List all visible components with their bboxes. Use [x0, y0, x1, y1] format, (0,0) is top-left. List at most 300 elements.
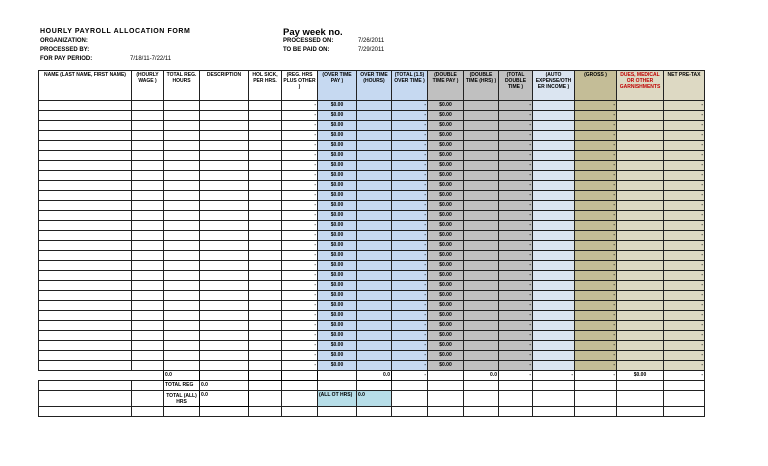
- cell-total-double-time[interactable]: -: [499, 151, 533, 161]
- cell-name[interactable]: [39, 101, 132, 111]
- cell-overtime-pay[interactable]: $0.00: [318, 161, 357, 171]
- cell-hol-sick[interactable]: [249, 101, 282, 111]
- cell-hol-sick[interactable]: [249, 331, 282, 341]
- cell-total-double-time[interactable]: -: [499, 191, 533, 201]
- cell-auto-expense[interactable]: [533, 321, 575, 331]
- cell-auto-expense[interactable]: [533, 341, 575, 351]
- cell-auto-expense[interactable]: [533, 241, 575, 251]
- cell-hol-sick[interactable]: [249, 351, 282, 361]
- cell-overtime-hours[interactable]: [357, 101, 392, 111]
- cell-reg-plus-other[interactable]: -: [282, 351, 318, 361]
- cell-double-time-pay[interactable]: $0.00: [428, 231, 464, 241]
- cell-double-time-hours[interactable]: [464, 141, 499, 151]
- cell-hourly-wage[interactable]: [132, 251, 164, 261]
- cell-name[interactable]: [39, 201, 132, 211]
- cell-hourly-wage[interactable]: [132, 321, 164, 331]
- cell-hourly-wage[interactable]: [132, 211, 164, 221]
- cell-reg-plus-other[interactable]: -: [282, 221, 318, 231]
- cell-total-double-time[interactable]: -: [499, 131, 533, 141]
- cell-double-time-pay[interactable]: $0.00: [428, 251, 464, 261]
- cell-double-time-hours[interactable]: [464, 241, 499, 251]
- cell-name[interactable]: [39, 331, 132, 341]
- cell-gross[interactable]: -: [575, 151, 617, 161]
- cell-double-time-hours[interactable]: [464, 321, 499, 331]
- cell-description[interactable]: [200, 171, 249, 181]
- cell-reg-plus-other[interactable]: -: [282, 121, 318, 131]
- cell-name[interactable]: [39, 341, 132, 351]
- cell-double-time-hours[interactable]: [464, 351, 499, 361]
- cell-total-double-time[interactable]: -: [499, 101, 533, 111]
- cell-description[interactable]: [200, 311, 249, 321]
- cell-total-overtime[interactable]: -: [392, 121, 428, 131]
- cell-hourly-wage[interactable]: [132, 161, 164, 171]
- cell-total-reg-hours[interactable]: [164, 141, 200, 151]
- cell-total-double-time[interactable]: -: [499, 161, 533, 171]
- cell-gross[interactable]: -: [575, 141, 617, 151]
- cell-double-time-pay[interactable]: $0.00: [428, 151, 464, 161]
- cell-gross[interactable]: -: [575, 271, 617, 281]
- cell-overtime-pay[interactable]: $0.00: [318, 361, 357, 371]
- cell-overtime-hours[interactable]: [357, 301, 392, 311]
- cell-dues[interactable]: [617, 241, 664, 251]
- cell-reg-plus-other[interactable]: -: [282, 151, 318, 161]
- cell-overtime-pay[interactable]: $0.00: [318, 261, 357, 271]
- cell-overtime-hours[interactable]: [357, 111, 392, 121]
- cell-total-reg-hours[interactable]: [164, 131, 200, 141]
- cell-gross[interactable]: -: [575, 171, 617, 181]
- cell-reg-plus-other[interactable]: -: [282, 191, 318, 201]
- cell-total-overtime[interactable]: -: [392, 141, 428, 151]
- cell-net-pretax[interactable]: -: [664, 101, 705, 111]
- cell-total-reg-hours[interactable]: [164, 261, 200, 271]
- cell-net-pretax[interactable]: -: [664, 161, 705, 171]
- cell-gross[interactable]: -: [575, 181, 617, 191]
- cell-total-reg-hours[interactable]: [164, 221, 200, 231]
- cell-reg-plus-other[interactable]: -: [282, 111, 318, 121]
- cell-name[interactable]: [39, 271, 132, 281]
- cell-total-overtime[interactable]: -: [392, 131, 428, 141]
- cell-total-double-time[interactable]: -: [499, 301, 533, 311]
- cell-double-time-pay[interactable]: $0.00: [428, 171, 464, 181]
- cell-hol-sick[interactable]: [249, 141, 282, 151]
- cell-total-reg-hours[interactable]: [164, 331, 200, 341]
- cell-double-time-hours[interactable]: [464, 301, 499, 311]
- cell-overtime-hours[interactable]: [357, 131, 392, 141]
- cell-auto-expense[interactable]: [533, 141, 575, 151]
- cell-total-overtime[interactable]: -: [392, 101, 428, 111]
- cell-overtime-hours[interactable]: [357, 261, 392, 271]
- cell-description[interactable]: [200, 231, 249, 241]
- cell-double-time-hours[interactable]: [464, 201, 499, 211]
- cell-auto-expense[interactable]: [533, 111, 575, 121]
- cell-double-time-pay[interactable]: $0.00: [428, 191, 464, 201]
- cell-auto-expense[interactable]: [533, 351, 575, 361]
- cell-dues[interactable]: [617, 161, 664, 171]
- cell-double-time-pay[interactable]: $0.00: [428, 111, 464, 121]
- cell-description[interactable]: [200, 271, 249, 281]
- cell-hourly-wage[interactable]: [132, 231, 164, 241]
- cell-double-time-hours[interactable]: [464, 181, 499, 191]
- cell-total-double-time[interactable]: -: [499, 251, 533, 261]
- cell-dues[interactable]: [617, 341, 664, 351]
- cell-overtime-hours[interactable]: [357, 241, 392, 251]
- cell-overtime-pay[interactable]: $0.00: [318, 241, 357, 251]
- cell-overtime-hours[interactable]: [357, 171, 392, 181]
- cell-hourly-wage[interactable]: [132, 191, 164, 201]
- cell-double-time-hours[interactable]: [464, 281, 499, 291]
- cell-total-reg-hours[interactable]: [164, 201, 200, 211]
- cell-hol-sick[interactable]: [249, 131, 282, 141]
- cell-gross[interactable]: -: [575, 131, 617, 141]
- cell-reg-plus-other[interactable]: -: [282, 231, 318, 241]
- cell-double-time-pay[interactable]: $0.00: [428, 361, 464, 371]
- cell-dues[interactable]: [617, 131, 664, 141]
- cell-name[interactable]: [39, 181, 132, 191]
- cell-net-pretax[interactable]: -: [664, 361, 705, 371]
- cell-overtime-pay[interactable]: $0.00: [318, 111, 357, 121]
- cell-total-double-time[interactable]: -: [499, 261, 533, 271]
- cell-name[interactable]: [39, 301, 132, 311]
- cell-total-overtime[interactable]: -: [392, 211, 428, 221]
- cell-hol-sick[interactable]: [249, 251, 282, 261]
- cell-double-time-hours[interactable]: [464, 231, 499, 241]
- cell-hourly-wage[interactable]: [132, 221, 164, 231]
- cell-dues[interactable]: [617, 271, 664, 281]
- cell-gross[interactable]: -: [575, 291, 617, 301]
- cell-net-pretax[interactable]: -: [664, 351, 705, 361]
- cell-net-pretax[interactable]: -: [664, 301, 705, 311]
- cell-double-time-hours[interactable]: [464, 111, 499, 121]
- cell-gross[interactable]: -: [575, 121, 617, 131]
- cell-name[interactable]: [39, 311, 132, 321]
- cell-gross[interactable]: -: [575, 211, 617, 221]
- cell-hol-sick[interactable]: [249, 291, 282, 301]
- cell-description[interactable]: [200, 301, 249, 311]
- cell-net-pretax[interactable]: -: [664, 291, 705, 301]
- cell-double-time-hours[interactable]: [464, 311, 499, 321]
- cell-double-time-hours[interactable]: [464, 251, 499, 261]
- cell-total-double-time[interactable]: -: [499, 291, 533, 301]
- cell-hourly-wage[interactable]: [132, 351, 164, 361]
- cell-hol-sick[interactable]: [249, 181, 282, 191]
- cell-gross[interactable]: -: [575, 301, 617, 311]
- cell-dues[interactable]: [617, 331, 664, 341]
- cell-double-time-hours[interactable]: [464, 361, 499, 371]
- cell-reg-plus-other[interactable]: -: [282, 251, 318, 261]
- cell-double-time-hours[interactable]: [464, 261, 499, 271]
- cell-total-double-time[interactable]: -: [499, 281, 533, 291]
- cell-gross[interactable]: -: [575, 221, 617, 231]
- cell-total-reg-hours[interactable]: [164, 171, 200, 181]
- cell-name[interactable]: [39, 141, 132, 151]
- cell-double-time-hours[interactable]: [464, 101, 499, 111]
- cell-dues[interactable]: [617, 231, 664, 241]
- cell-total-reg-hours[interactable]: [164, 271, 200, 281]
- cell-dues[interactable]: [617, 281, 664, 291]
- cell-total-overtime[interactable]: -: [392, 311, 428, 321]
- cell-description[interactable]: [200, 351, 249, 361]
- cell-auto-expense[interactable]: [533, 281, 575, 291]
- cell-auto-expense[interactable]: [533, 181, 575, 191]
- cell-gross[interactable]: -: [575, 281, 617, 291]
- cell-hol-sick[interactable]: [249, 221, 282, 231]
- cell-reg-plus-other[interactable]: -: [282, 101, 318, 111]
- cell-overtime-hours[interactable]: [357, 231, 392, 241]
- cell-hol-sick[interactable]: [249, 111, 282, 121]
- cell-hourly-wage[interactable]: [132, 291, 164, 301]
- cell-hourly-wage[interactable]: [132, 141, 164, 151]
- cell-double-time-pay[interactable]: $0.00: [428, 101, 464, 111]
- cell-description[interactable]: [200, 261, 249, 271]
- cell-total-double-time[interactable]: -: [499, 111, 533, 121]
- cell-double-time-hours[interactable]: [464, 291, 499, 301]
- cell-double-time-pay[interactable]: $0.00: [428, 311, 464, 321]
- cell-hourly-wage[interactable]: [132, 311, 164, 321]
- cell-double-time-hours[interactable]: [464, 341, 499, 351]
- cell-overtime-hours[interactable]: [357, 321, 392, 331]
- cell-dues[interactable]: [617, 101, 664, 111]
- cell-auto-expense[interactable]: [533, 201, 575, 211]
- cell-dues[interactable]: [617, 261, 664, 271]
- cell-name[interactable]: [39, 171, 132, 181]
- cell-overtime-hours[interactable]: [357, 211, 392, 221]
- cell-hol-sick[interactable]: [249, 231, 282, 241]
- cell-description[interactable]: [200, 341, 249, 351]
- cell-dues[interactable]: [617, 361, 664, 371]
- cell-name[interactable]: [39, 261, 132, 271]
- cell-double-time-pay[interactable]: $0.00: [428, 161, 464, 171]
- cell-double-time-pay[interactable]: $0.00: [428, 121, 464, 131]
- cell-name[interactable]: [39, 161, 132, 171]
- cell-overtime-hours[interactable]: [357, 331, 392, 341]
- cell-net-pretax[interactable]: -: [664, 321, 705, 331]
- cell-gross[interactable]: -: [575, 261, 617, 271]
- cell-double-time-hours[interactable]: [464, 161, 499, 171]
- cell-hol-sick[interactable]: [249, 151, 282, 161]
- cell-auto-expense[interactable]: [533, 301, 575, 311]
- cell-total-double-time[interactable]: -: [499, 181, 533, 191]
- cell-name[interactable]: [39, 231, 132, 241]
- cell-description[interactable]: [200, 361, 249, 371]
- cell-overtime-hours[interactable]: [357, 311, 392, 321]
- cell-total-reg-hours[interactable]: [164, 311, 200, 321]
- cell-auto-expense[interactable]: [533, 211, 575, 221]
- cell-total-reg-hours[interactable]: [164, 301, 200, 311]
- cell-reg-plus-other[interactable]: -: [282, 331, 318, 341]
- cell-overtime-pay[interactable]: $0.00: [318, 351, 357, 361]
- cell-overtime-pay[interactable]: $0.00: [318, 231, 357, 241]
- cell-total-overtime[interactable]: -: [392, 331, 428, 341]
- cell-double-time-pay[interactable]: $0.00: [428, 261, 464, 271]
- cell-total-reg-hours[interactable]: [164, 281, 200, 291]
- cell-net-pretax[interactable]: -: [664, 111, 705, 121]
- cell-hourly-wage[interactable]: [132, 101, 164, 111]
- cell-hol-sick[interactable]: [249, 311, 282, 321]
- cell-net-pretax[interactable]: -: [664, 121, 705, 131]
- cell-total-overtime[interactable]: -: [392, 321, 428, 331]
- cell-dues[interactable]: [617, 191, 664, 201]
- cell-description[interactable]: [200, 181, 249, 191]
- cell-net-pretax[interactable]: -: [664, 331, 705, 341]
- cell-double-time-pay[interactable]: $0.00: [428, 201, 464, 211]
- cell-total-reg-hours[interactable]: [164, 251, 200, 261]
- cell-overtime-pay[interactable]: $0.00: [318, 121, 357, 131]
- cell-hourly-wage[interactable]: [132, 201, 164, 211]
- cell-auto-expense[interactable]: [533, 331, 575, 341]
- cell-total-overtime[interactable]: -: [392, 301, 428, 311]
- cell-description[interactable]: [200, 141, 249, 151]
- cell-dues[interactable]: [617, 201, 664, 211]
- cell-description[interactable]: [200, 321, 249, 331]
- cell-name[interactable]: [39, 241, 132, 251]
- cell-total-overtime[interactable]: -: [392, 201, 428, 211]
- cell-total-overtime[interactable]: -: [392, 261, 428, 271]
- cell-description[interactable]: [200, 281, 249, 291]
- cell-gross[interactable]: -: [575, 251, 617, 261]
- cell-hol-sick[interactable]: [249, 191, 282, 201]
- cell-hourly-wage[interactable]: [132, 121, 164, 131]
- cell-total-reg-hours[interactable]: [164, 351, 200, 361]
- pay-period-value[interactable]: 7/18/11-7/22/11: [130, 56, 172, 62]
- cell-total-reg-hours[interactable]: [164, 121, 200, 131]
- cell-gross[interactable]: -: [575, 351, 617, 361]
- cell-name[interactable]: [39, 281, 132, 291]
- cell-total-overtime[interactable]: -: [392, 191, 428, 201]
- cell-description[interactable]: [200, 201, 249, 211]
- cell-hourly-wage[interactable]: [132, 261, 164, 271]
- cell-description[interactable]: [200, 131, 249, 141]
- cell-auto-expense[interactable]: [533, 151, 575, 161]
- cell-total-double-time[interactable]: -: [499, 211, 533, 221]
- cell-total-double-time[interactable]: -: [499, 321, 533, 331]
- cell-name[interactable]: [39, 351, 132, 361]
- cell-total-overtime[interactable]: -: [392, 361, 428, 371]
- cell-overtime-hours[interactable]: [357, 201, 392, 211]
- cell-overtime-pay[interactable]: $0.00: [318, 211, 357, 221]
- cell-reg-plus-other[interactable]: -: [282, 241, 318, 251]
- cell-reg-plus-other[interactable]: -: [282, 181, 318, 191]
- cell-hol-sick[interactable]: [249, 121, 282, 131]
- cell-hol-sick[interactable]: [249, 361, 282, 371]
- cell-description[interactable]: [200, 151, 249, 161]
- cell-overtime-pay[interactable]: $0.00: [318, 201, 357, 211]
- cell-double-time-pay[interactable]: $0.00: [428, 351, 464, 361]
- cell-hol-sick[interactable]: [249, 171, 282, 181]
- cell-total-double-time[interactable]: -: [499, 351, 533, 361]
- cell-net-pretax[interactable]: -: [664, 211, 705, 221]
- cell-hol-sick[interactable]: [249, 161, 282, 171]
- cell-hourly-wage[interactable]: [132, 301, 164, 311]
- cell-total-overtime[interactable]: -: [392, 151, 428, 161]
- processed-on-value[interactable]: 7/26/2011: [358, 38, 385, 44]
- cell-overtime-pay[interactable]: $0.00: [318, 321, 357, 331]
- cell-overtime-pay[interactable]: $0.00: [318, 221, 357, 231]
- cell-auto-expense[interactable]: [533, 171, 575, 181]
- cell-hol-sick[interactable]: [249, 301, 282, 311]
- cell-net-pretax[interactable]: -: [664, 201, 705, 211]
- cell-reg-plus-other[interactable]: -: [282, 311, 318, 321]
- cell-description[interactable]: [200, 191, 249, 201]
- cell-double-time-hours[interactable]: [464, 331, 499, 341]
- cell-gross[interactable]: -: [575, 201, 617, 211]
- cell-total-overtime[interactable]: -: [392, 181, 428, 191]
- cell-double-time-hours[interactable]: [464, 271, 499, 281]
- cell-dues[interactable]: [617, 181, 664, 191]
- cell-reg-plus-other[interactable]: -: [282, 141, 318, 151]
- cell-auto-expense[interactable]: [533, 221, 575, 231]
- cell-total-overtime[interactable]: -: [392, 171, 428, 181]
- cell-overtime-hours[interactable]: [357, 191, 392, 201]
- cell-hourly-wage[interactable]: [132, 241, 164, 251]
- cell-auto-expense[interactable]: [533, 101, 575, 111]
- cell-net-pretax[interactable]: -: [664, 131, 705, 141]
- cell-reg-plus-other[interactable]: -: [282, 261, 318, 271]
- cell-total-double-time[interactable]: -: [499, 311, 533, 321]
- cell-double-time-pay[interactable]: $0.00: [428, 141, 464, 151]
- cell-description[interactable]: [200, 291, 249, 301]
- cell-overtime-pay[interactable]: $0.00: [318, 131, 357, 141]
- cell-auto-expense[interactable]: [533, 361, 575, 371]
- cell-total-reg-hours[interactable]: [164, 231, 200, 241]
- cell-overtime-hours[interactable]: [357, 221, 392, 231]
- cell-auto-expense[interactable]: [533, 261, 575, 271]
- cell-total-double-time[interactable]: -: [499, 201, 533, 211]
- cell-total-reg-hours[interactable]: [164, 341, 200, 351]
- cell-total-reg-hours[interactable]: [164, 151, 200, 161]
- cell-net-pretax[interactable]: -: [664, 151, 705, 161]
- cell-total-overtime[interactable]: -: [392, 341, 428, 351]
- cell-total-double-time[interactable]: -: [499, 171, 533, 181]
- cell-hourly-wage[interactable]: [132, 131, 164, 141]
- cell-double-time-pay[interactable]: $0.00: [428, 291, 464, 301]
- cell-total-overtime[interactable]: -: [392, 241, 428, 251]
- cell-double-time-pay[interactable]: $0.00: [428, 331, 464, 341]
- cell-total-reg-hours[interactable]: [164, 191, 200, 201]
- cell-reg-plus-other[interactable]: -: [282, 271, 318, 281]
- cell-auto-expense[interactable]: [533, 131, 575, 141]
- cell-description[interactable]: [200, 111, 249, 121]
- cell-total-double-time[interactable]: -: [499, 231, 533, 241]
- cell-double-time-hours[interactable]: [464, 191, 499, 201]
- cell-dues[interactable]: [617, 291, 664, 301]
- cell-description[interactable]: [200, 331, 249, 341]
- cell-double-time-hours[interactable]: [464, 131, 499, 141]
- cell-description[interactable]: [200, 121, 249, 131]
- cell-auto-expense[interactable]: [533, 311, 575, 321]
- cell-total-overtime[interactable]: -: [392, 161, 428, 171]
- cell-total-overtime[interactable]: -: [392, 281, 428, 291]
- cell-hol-sick[interactable]: [249, 281, 282, 291]
- cell-name[interactable]: [39, 221, 132, 231]
- cell-double-time-hours[interactable]: [464, 121, 499, 131]
- cell-description[interactable]: [200, 161, 249, 171]
- cell-total-reg-hours[interactable]: [164, 241, 200, 251]
- cell-overtime-hours[interactable]: [357, 341, 392, 351]
- cell-total-overtime[interactable]: -: [392, 111, 428, 121]
- cell-hourly-wage[interactable]: [132, 361, 164, 371]
- cell-gross[interactable]: -: [575, 321, 617, 331]
- cell-hol-sick[interactable]: [249, 321, 282, 331]
- cell-name[interactable]: [39, 321, 132, 331]
- cell-name[interactable]: [39, 131, 132, 141]
- cell-dues[interactable]: [617, 121, 664, 131]
- cell-total-reg-hours[interactable]: [164, 101, 200, 111]
- cell-reg-plus-other[interactable]: -: [282, 131, 318, 141]
- cell-net-pretax[interactable]: -: [664, 261, 705, 271]
- cell-gross[interactable]: -: [575, 241, 617, 251]
- cell-name[interactable]: [39, 211, 132, 221]
- to-be-paid-on-value[interactable]: 7/29/2011: [358, 47, 385, 53]
